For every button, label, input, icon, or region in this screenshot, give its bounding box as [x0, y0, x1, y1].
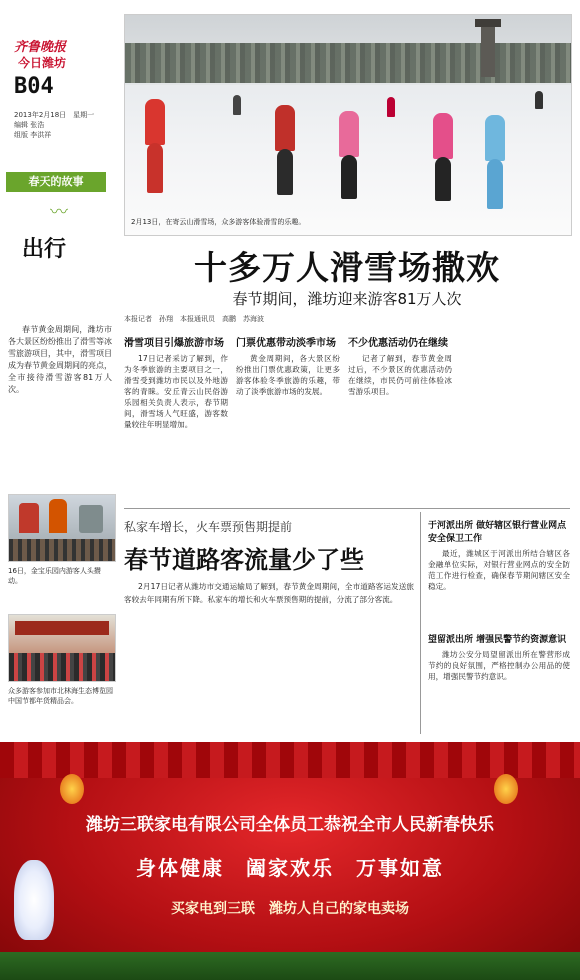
lead-column-1 [124, 330, 228, 430]
section-divider [124, 508, 570, 509]
ad-grass [0, 952, 580, 980]
sidebar [0, 0, 118, 740]
lead-byline: 本报记者 孙翔 本报通讯员 高鹏 苏海波 [124, 315, 264, 323]
paper-name: 齐鲁晚报 [14, 40, 67, 55]
swirl-ornament-icon: 〰 [50, 202, 68, 223]
lead-section1-body: 17日记者采访了解到，作为冬季旅游的主要项目之一，滑雪受到潍坊市民以及外地游客的青睐。安丘青云山民俗游乐园相关负责人表示，春节期间，滑雪场人气旺盛，游客数量较往年明显增加。 [124, 354, 228, 429]
brief-2-body: 潍坊公安分局望留派出所在警营形成节约的良好氛围，严格控制办公用品的使用，增强民警节约意识。 [428, 650, 570, 681]
left-photo-2-caption: 众多游客参加市北林海生态博览园中国节都年货精品会。 [8, 687, 113, 705]
second-kicker: 私家车增长，火车票预售期提前 [124, 520, 293, 534]
edition-name: 今日潍坊 [18, 56, 67, 70]
page-meta [14, 110, 94, 140]
lantern-icon [60, 774, 84, 804]
column-banner: 春天的故事 [6, 172, 106, 192]
lead-column-3 [348, 330, 452, 397]
ad-curtain [0, 742, 580, 778]
brief-1-body: 最近，潍城区于河派出所结合辖区各金融单位实际，对银行营业网点的安全防范工作进行检查，确保春节期间辖区安全稳定。 [428, 549, 570, 591]
column-title: 出行 [22, 237, 67, 262]
advertisement [0, 742, 580, 980]
ski-photo [124, 14, 572, 236]
left-photo-1-caption: 16日，金宝乐园内游客人头攒动。 [8, 567, 101, 585]
ad-title: 潍坊三联家电有限公司全体员工恭祝全市人民新春快乐 [86, 815, 494, 835]
ski-photo-caption: 2月13日，在寄云山滑雪场，众多游客体验滑雪的乐趣。 [131, 218, 306, 226]
brief-2 [428, 628, 570, 682]
lead-headline: 十多万人滑雪场撒欢 [194, 248, 500, 287]
date-line: 2013年2月18日 星期一 [14, 111, 95, 119]
column-intro: 春节黄金周期间，潍坊市各大景区纷纷推出了滑雪等冰雪旅游项目，其中，滑雪项目成为春节黄金周期间的亮点，全市接待滑雪游客81万人次。 [8, 325, 112, 394]
second-headline: 春节道路客流量少了些 [124, 546, 364, 574]
left-photo-2 [8, 614, 116, 682]
lead-section3-body: 记者了解到，春节黄金周过后，不少景区的优惠活动仍在继续，市民仍可前往体验冰雪游乐项目。 [348, 354, 452, 396]
lead-column-2 [236, 330, 340, 397]
lead-section2-title: 门票优惠带动淡季市场 [236, 338, 336, 349]
page-code: B04 [14, 74, 54, 99]
ad-slogan: 买家电到三联 潍坊人自己的家电卖场 [171, 901, 409, 917]
lantern-icon [494, 774, 518, 804]
briefs-divider [420, 512, 421, 734]
lead-section1-title: 滑雪项目引爆旅游市场 [124, 338, 224, 349]
left-photo-1 [8, 494, 116, 562]
second-body: 2月17日记者从潍坊市交通运输局了解到，春节黄金周期间，全市道路客运发送旅客较去年同期有所下降。私家车的增长和火车票预售期的提前，分流了部分客流。 [124, 582, 414, 604]
lead-section2-body: 黄金周期间，各大景区纷纷推出门票优惠政策，让更多游客体验冬季旅游的乐趣，带动了淡季旅游市场的发展。 [236, 354, 340, 396]
lead-subhead: 春节期间，潍坊迎来游客81万人次 [232, 290, 462, 308]
brief-1 [428, 514, 570, 592]
editor-line: 编辑 张浩 [14, 121, 45, 129]
ad-wish: 身体健康 阖家欢乐 万事如意 [136, 856, 444, 880]
brief-2-title: 望留派出所 增强民警节约资源意识 [428, 635, 567, 645]
lead-section3-title: 不少优惠活动仍在继续 [348, 338, 448, 349]
designer-line: 组版 李洪祥 [14, 131, 52, 139]
brief-1-title: 于河派出所 做好辖区银行营业网点安全保卫工作 [428, 521, 567, 544]
